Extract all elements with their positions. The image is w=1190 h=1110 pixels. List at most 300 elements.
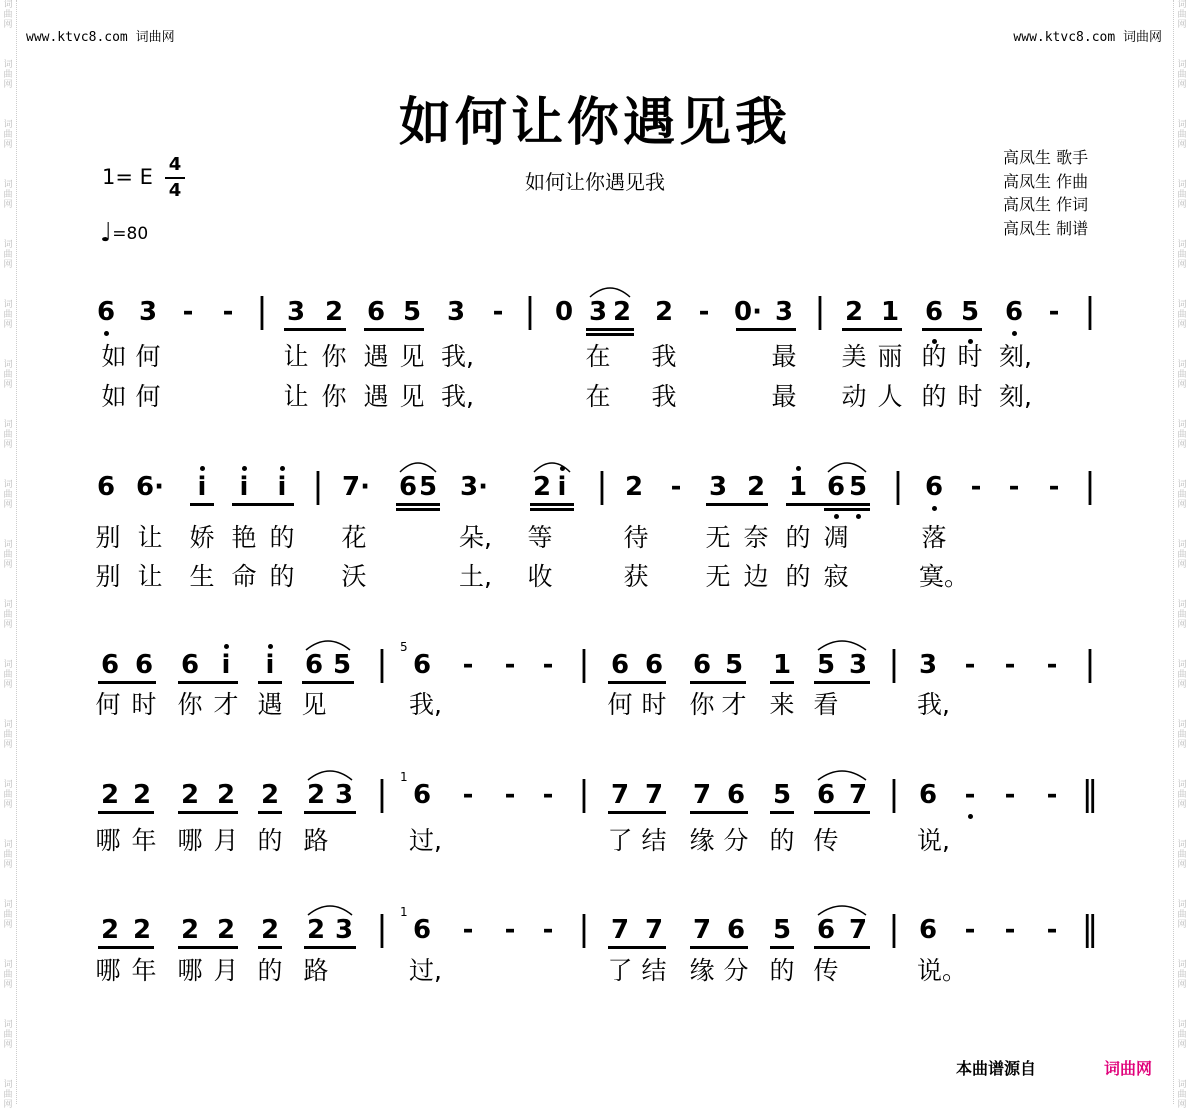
note: i bbox=[239, 472, 249, 502]
dash-hold: - bbox=[964, 915, 976, 945]
lyric-char: 的 bbox=[769, 956, 795, 985]
note: 7· bbox=[342, 472, 370, 502]
margin-watermark-text: 词曲网 bbox=[3, 300, 13, 330]
dash-hold: - bbox=[1046, 780, 1058, 810]
lyric-char: 时 bbox=[957, 382, 983, 411]
note: 2 bbox=[260, 915, 280, 945]
dash-hold: - bbox=[1046, 915, 1058, 945]
lyric-char: 路 bbox=[303, 826, 329, 855]
barline: | bbox=[1084, 466, 1096, 506]
credits bbox=[1003, 146, 1088, 240]
note: 6 bbox=[96, 297, 116, 327]
lyric-char: 花 bbox=[341, 523, 367, 552]
quarter-note-icon: ♩ bbox=[100, 218, 113, 248]
lyric-char: 如 bbox=[101, 342, 127, 371]
note: 2 bbox=[132, 915, 152, 945]
lyric-char: 时 bbox=[641, 690, 667, 719]
dash-hold: - bbox=[970, 472, 982, 502]
lyric-row bbox=[0, 523, 1190, 555]
note: 2 bbox=[100, 780, 120, 810]
note: 6 bbox=[918, 915, 938, 945]
lyric-char: 缘 bbox=[689, 956, 715, 985]
note: 6 bbox=[918, 780, 938, 810]
header-left-url: www.ktvc8.com 词曲网 bbox=[26, 30, 175, 45]
note: 5 bbox=[816, 650, 836, 680]
margin-watermark-text: 词曲网 bbox=[1177, 540, 1187, 570]
margin-watermark-text: 词曲网 bbox=[3, 960, 13, 990]
note: 3 bbox=[708, 472, 728, 502]
note: 3 bbox=[848, 650, 868, 680]
song-subtitle: 如何让你遇见我 bbox=[525, 170, 665, 194]
beam-underline bbox=[190, 503, 214, 506]
note: 6 bbox=[1004, 297, 1024, 327]
dash-hold: - bbox=[1004, 780, 1016, 810]
margin-watermark-text: 词曲网 bbox=[3, 480, 13, 510]
margin-watermark-text: 词曲网 bbox=[1177, 720, 1187, 750]
dash-hold: - bbox=[1048, 472, 1060, 502]
lyric-char: 的 bbox=[269, 523, 295, 552]
beam-underline bbox=[364, 328, 424, 331]
note: 0· bbox=[734, 297, 762, 327]
dash-hold: - bbox=[670, 472, 682, 502]
lyric-row bbox=[0, 956, 1190, 988]
lyric-char: 寂 bbox=[823, 562, 849, 591]
slur-arc bbox=[588, 283, 632, 299]
lyric-char: 见 bbox=[301, 690, 327, 719]
lyric-char: 才 bbox=[213, 690, 239, 719]
dash-hold: - bbox=[542, 780, 554, 810]
beam-underline-double bbox=[396, 508, 440, 511]
note: 6· bbox=[136, 472, 164, 502]
lyric-char: 你 bbox=[321, 382, 347, 411]
margin-watermark-text: 词曲网 bbox=[3, 660, 13, 690]
lyric-row bbox=[0, 826, 1190, 858]
note: 1 bbox=[788, 472, 808, 502]
lyric-char: 最 bbox=[771, 342, 797, 371]
note: 2 bbox=[132, 780, 152, 810]
grace-note: 5 bbox=[400, 640, 408, 654]
note: 6 bbox=[826, 472, 846, 502]
dash-hold: - bbox=[462, 650, 474, 680]
slur-arc bbox=[398, 458, 438, 474]
slur-arc bbox=[532, 458, 572, 474]
beam-underline bbox=[530, 503, 574, 506]
margin-watermark-text: 词曲网 bbox=[1177, 300, 1187, 330]
music-row bbox=[0, 466, 1190, 522]
lyric-char: 时 bbox=[957, 342, 983, 371]
beam-underline bbox=[586, 328, 634, 331]
lyric-char: 我, bbox=[441, 382, 474, 411]
note: 2 bbox=[260, 780, 280, 810]
note: 6 bbox=[412, 915, 432, 945]
beam-underline bbox=[786, 503, 870, 506]
lyric-char: 你 bbox=[689, 690, 715, 719]
lyric-char: 在 bbox=[585, 342, 611, 371]
note: 6 bbox=[610, 650, 630, 680]
lyric-char: 的 bbox=[769, 826, 795, 855]
lyric-char: 让 bbox=[283, 342, 309, 371]
note: 6 bbox=[100, 650, 120, 680]
barline: | bbox=[256, 291, 268, 331]
dash-hold: - bbox=[542, 650, 554, 680]
margin-watermark-text: 词曲网 bbox=[3, 240, 13, 270]
note: 6 bbox=[924, 472, 944, 502]
margin-watermark-text: 词曲网 bbox=[1177, 360, 1187, 390]
lyric-char: 才 bbox=[721, 690, 747, 719]
dash-hold: - bbox=[1046, 650, 1058, 680]
dash-hold: - bbox=[1004, 915, 1016, 945]
lyric-char: 美 bbox=[841, 342, 867, 371]
barline: | bbox=[888, 774, 900, 814]
margin-watermark-text: 词曲网 bbox=[1177, 660, 1187, 690]
lyric-char: 何 bbox=[135, 382, 161, 411]
octave-dot-below bbox=[1012, 331, 1017, 336]
lyric-char: 的 bbox=[269, 562, 295, 591]
lyric-char: 何 bbox=[607, 690, 633, 719]
dash-hold: - bbox=[182, 297, 194, 327]
margin-watermark-text: 词曲网 bbox=[1177, 900, 1187, 930]
beam-underline bbox=[98, 946, 154, 949]
song-title: 如何让你遇见我 bbox=[398, 93, 791, 153]
note: 6 bbox=[726, 915, 746, 945]
lyric-char: 时 bbox=[131, 690, 157, 719]
beam-underline bbox=[304, 811, 356, 814]
dash-hold: - bbox=[1008, 472, 1020, 502]
beam-underline bbox=[178, 811, 238, 814]
note: 7 bbox=[692, 780, 712, 810]
margin-watermark-text: 词曲网 bbox=[3, 540, 13, 570]
lyric-char: 我, bbox=[917, 690, 950, 719]
octave-dot-below bbox=[834, 514, 839, 519]
lyric-char: 我, bbox=[409, 690, 442, 719]
beam-underline bbox=[736, 328, 796, 331]
note: 6 bbox=[726, 780, 746, 810]
note: 6 bbox=[180, 650, 200, 680]
dash-hold: - bbox=[504, 915, 516, 945]
margin-watermark-text: 词曲网 bbox=[1177, 1080, 1187, 1110]
lyric-char: 年 bbox=[131, 956, 157, 985]
credit-singer: 高凤生 歌手 bbox=[1003, 148, 1089, 167]
barline: | bbox=[578, 644, 590, 684]
note: 7 bbox=[610, 915, 630, 945]
slur-arc bbox=[816, 901, 868, 917]
note: 5 bbox=[402, 297, 422, 327]
slur-arc bbox=[306, 766, 354, 782]
note: 6 bbox=[644, 650, 664, 680]
octave-dot-below bbox=[104, 331, 109, 336]
barline: | bbox=[892, 466, 904, 506]
barline: | bbox=[888, 644, 900, 684]
note: 2 bbox=[306, 915, 326, 945]
lyric-char: 生 bbox=[189, 562, 215, 591]
barline: | bbox=[1084, 644, 1096, 684]
beam-underline bbox=[690, 811, 748, 814]
lyric-char: 哪 bbox=[95, 956, 121, 985]
lyric-char: 说, bbox=[917, 826, 950, 855]
margin-watermark-text: 词曲网 bbox=[3, 600, 13, 630]
margin-watermark-text: 词曲网 bbox=[1177, 960, 1187, 990]
note: 0 bbox=[554, 297, 574, 327]
barline: | bbox=[376, 644, 388, 684]
dash-hold: - bbox=[462, 780, 474, 810]
lyric-char: 命 bbox=[231, 562, 257, 591]
note: i bbox=[277, 472, 287, 502]
octave-dot-above bbox=[268, 644, 273, 649]
dash-hold: - bbox=[462, 915, 474, 945]
beam-underline bbox=[178, 946, 238, 949]
lyric-char: 我, bbox=[441, 342, 474, 371]
music-row bbox=[0, 774, 1190, 830]
margin-watermark-text: 词曲网 bbox=[3, 780, 13, 810]
lyric-char: 朵, bbox=[459, 523, 492, 552]
lyric-char: 缘 bbox=[689, 826, 715, 855]
beam-underline bbox=[706, 503, 768, 506]
beam-underline bbox=[922, 328, 982, 331]
note: 7 bbox=[848, 915, 868, 945]
lyric-char: 哪 bbox=[177, 826, 203, 855]
barline: | bbox=[312, 466, 324, 506]
beam-underline bbox=[608, 681, 666, 684]
lyric-char: 你 bbox=[321, 342, 347, 371]
beam-underline bbox=[302, 681, 354, 684]
lyric-char: 传 bbox=[813, 826, 839, 855]
lyric-char: 的 bbox=[921, 342, 947, 371]
beam-underline bbox=[770, 681, 794, 684]
note: 7 bbox=[848, 780, 868, 810]
beam-underline-double bbox=[530, 508, 574, 511]
lyric-char: 在 bbox=[585, 382, 611, 411]
beam-underline bbox=[232, 503, 294, 506]
lyric-char: 刻, bbox=[999, 342, 1032, 371]
octave-dot-above bbox=[242, 466, 247, 471]
lyric-char: 无 bbox=[705, 523, 731, 552]
beam-underline-double bbox=[586, 333, 634, 336]
octave-dot-above bbox=[200, 466, 205, 471]
lyric-char: 最 bbox=[771, 382, 797, 411]
time-signature-bottom: 4 bbox=[168, 180, 182, 201]
lyric-char: 的 bbox=[257, 956, 283, 985]
lyric-char: 土, bbox=[459, 562, 492, 591]
lyric-char: 遇 bbox=[363, 382, 389, 411]
barline: | bbox=[578, 909, 590, 949]
lyric-char: 分 bbox=[723, 826, 749, 855]
lyric-row bbox=[0, 690, 1190, 722]
credit-transcriber: 高凤生 制谱 bbox=[1003, 218, 1089, 238]
dash-hold: - bbox=[504, 780, 516, 810]
lyric-char: 的 bbox=[785, 523, 811, 552]
octave-dot-above bbox=[280, 466, 285, 471]
lyric-char: 见 bbox=[399, 382, 425, 411]
lyric-row bbox=[0, 382, 1190, 414]
margin-watermark-text: 词曲网 bbox=[3, 360, 13, 390]
margin-watermark-text: 词曲网 bbox=[3, 840, 13, 870]
lyric-char: 何 bbox=[95, 690, 121, 719]
lyric-char: 沃 bbox=[341, 562, 367, 591]
beam-underline bbox=[814, 681, 870, 684]
lyric-char: 让 bbox=[137, 523, 163, 552]
note: 5 bbox=[724, 650, 744, 680]
beam-underline bbox=[608, 946, 666, 949]
music-row bbox=[0, 291, 1190, 347]
note: i bbox=[557, 472, 567, 502]
lyric-char: 别 bbox=[95, 523, 121, 552]
beam-underline bbox=[814, 811, 870, 814]
lyric-char: 别 bbox=[95, 562, 121, 591]
note: 6 bbox=[816, 915, 836, 945]
lyric-char: 艳 bbox=[231, 523, 257, 552]
margin-watermark-text: 词曲网 bbox=[3, 900, 13, 930]
lyric-char: 刻, bbox=[999, 382, 1032, 411]
lyric-char: 遇 bbox=[363, 342, 389, 371]
beam-underline bbox=[770, 811, 794, 814]
note: 7 bbox=[644, 915, 664, 945]
note: 2 bbox=[180, 915, 200, 945]
note: 5 bbox=[332, 650, 352, 680]
note: 6 bbox=[304, 650, 324, 680]
lyric-char: 分 bbox=[723, 956, 749, 985]
lyric-char: 看 bbox=[813, 690, 839, 719]
beam-underline bbox=[178, 681, 238, 684]
note: 3 bbox=[286, 297, 306, 327]
margin-watermark-text: 词曲网 bbox=[1177, 120, 1187, 150]
margin-watermark-text: 词曲网 bbox=[1177, 0, 1187, 30]
margin-watermark-text: 词曲网 bbox=[3, 60, 13, 90]
lyric-char: 了 bbox=[607, 826, 633, 855]
margin-watermark-text: 词曲网 bbox=[3, 720, 13, 750]
margin-watermark-text: 词曲网 bbox=[1177, 180, 1187, 210]
octave-dot-below bbox=[932, 506, 937, 511]
dash-hold: - bbox=[698, 297, 710, 327]
lyric-char: 年 bbox=[131, 826, 157, 855]
beam-underline bbox=[98, 681, 156, 684]
beam-underline bbox=[842, 328, 902, 331]
note: 2 bbox=[532, 472, 552, 502]
dash-hold: - bbox=[1004, 650, 1016, 680]
lyric-char: 动 bbox=[841, 382, 867, 411]
footer-brand-link[interactable]: 词曲网 bbox=[1104, 1059, 1153, 1078]
grace-note: 1 bbox=[400, 905, 408, 919]
lyric-char: 寞。 bbox=[919, 562, 970, 591]
lyric-char: 何 bbox=[135, 342, 161, 371]
key-signature: 1= E bbox=[102, 165, 153, 189]
time-signature-top: 4 bbox=[168, 154, 182, 175]
dash-hold: - bbox=[504, 650, 516, 680]
note: 2 bbox=[746, 472, 766, 502]
beam-underline bbox=[258, 946, 282, 949]
dash-hold: - bbox=[542, 915, 554, 945]
grace-note: 1 bbox=[400, 770, 408, 784]
barline: | bbox=[814, 291, 826, 331]
margin-watermark-text: 词曲网 bbox=[3, 1080, 13, 1110]
lyric-char: 哪 bbox=[95, 826, 121, 855]
lyric-char: 等 bbox=[527, 523, 553, 552]
lyric-char: 娇 bbox=[189, 523, 215, 552]
note: i bbox=[221, 650, 231, 680]
note: 6 bbox=[412, 780, 432, 810]
barline: | bbox=[376, 774, 388, 814]
margin-watermark-text: 词曲网 bbox=[3, 180, 13, 210]
margin-watermark-text: 词曲网 bbox=[1177, 480, 1187, 510]
slur-arc bbox=[306, 901, 354, 917]
note: 7 bbox=[644, 780, 664, 810]
lyric-char: 奈 bbox=[743, 523, 769, 552]
beam-underline bbox=[284, 328, 346, 331]
lyric-char: 见 bbox=[399, 342, 425, 371]
beam-underline bbox=[814, 946, 870, 949]
lyric-char: 人 bbox=[877, 382, 903, 411]
note: 6 bbox=[692, 650, 712, 680]
slur-arc bbox=[816, 636, 868, 652]
note: 2 bbox=[216, 915, 236, 945]
note: 3 bbox=[446, 297, 466, 327]
dash-hold: - bbox=[492, 297, 504, 327]
octave-dot-above bbox=[224, 644, 229, 649]
lyric-char: 无 bbox=[705, 562, 731, 591]
note: 6 bbox=[134, 650, 154, 680]
margin-watermark-text: 词曲网 bbox=[1177, 60, 1187, 90]
barline: ‖ bbox=[1081, 774, 1099, 814]
octave-dot-below bbox=[968, 814, 973, 819]
lyric-char: 凋 bbox=[823, 523, 849, 552]
barline: | bbox=[578, 774, 590, 814]
beam-underline bbox=[396, 503, 440, 506]
note: 5 bbox=[772, 780, 792, 810]
lyric-char: 落 bbox=[921, 523, 947, 552]
lyric-char: 的 bbox=[257, 826, 283, 855]
lyric-row bbox=[0, 562, 1190, 594]
lyric-char: 的 bbox=[785, 562, 811, 591]
note: 2 bbox=[306, 780, 326, 810]
note: 3· bbox=[460, 472, 488, 502]
lyric-char: 过, bbox=[409, 956, 442, 985]
lyric-char: 获 bbox=[623, 562, 649, 591]
lyric-char: 路 bbox=[303, 956, 329, 985]
octave-dot-below bbox=[856, 514, 861, 519]
note: 3 bbox=[334, 780, 354, 810]
note: 3 bbox=[334, 915, 354, 945]
lyric-char: 收 bbox=[527, 562, 553, 591]
header-right-url: www.ktvc8.com 词曲网 bbox=[1013, 30, 1162, 45]
note: 2 bbox=[844, 297, 864, 327]
slur-arc bbox=[816, 766, 868, 782]
lyric-char: 哪 bbox=[177, 956, 203, 985]
tempo-value: =80 bbox=[112, 224, 149, 244]
tempo-marking bbox=[100, 218, 148, 248]
note: 7 bbox=[692, 915, 712, 945]
beam-underline bbox=[690, 946, 748, 949]
slur-arc bbox=[304, 636, 352, 652]
barline: ‖ bbox=[1081, 909, 1099, 949]
beam-underline bbox=[98, 811, 154, 814]
beam-underline bbox=[258, 681, 282, 684]
margin-watermark-text: 词曲网 bbox=[1177, 1020, 1187, 1050]
lyric-char: 待 bbox=[623, 523, 649, 552]
note: 3 bbox=[918, 650, 938, 680]
margin-watermark-text: 词曲网 bbox=[1177, 420, 1187, 450]
barline: | bbox=[596, 466, 608, 506]
lyric-char: 遇 bbox=[257, 690, 283, 719]
lyric-row bbox=[0, 342, 1190, 374]
note: 6 bbox=[412, 650, 432, 680]
lyric-char: 边 bbox=[743, 562, 769, 591]
lyric-char: 让 bbox=[283, 382, 309, 411]
note: 1 bbox=[880, 297, 900, 327]
credit-lyricist: 高凤生 作词 bbox=[1003, 195, 1089, 214]
octave-dot-above bbox=[796, 466, 801, 471]
barline: | bbox=[524, 291, 536, 331]
note: i bbox=[265, 650, 275, 680]
note: i bbox=[197, 472, 207, 502]
